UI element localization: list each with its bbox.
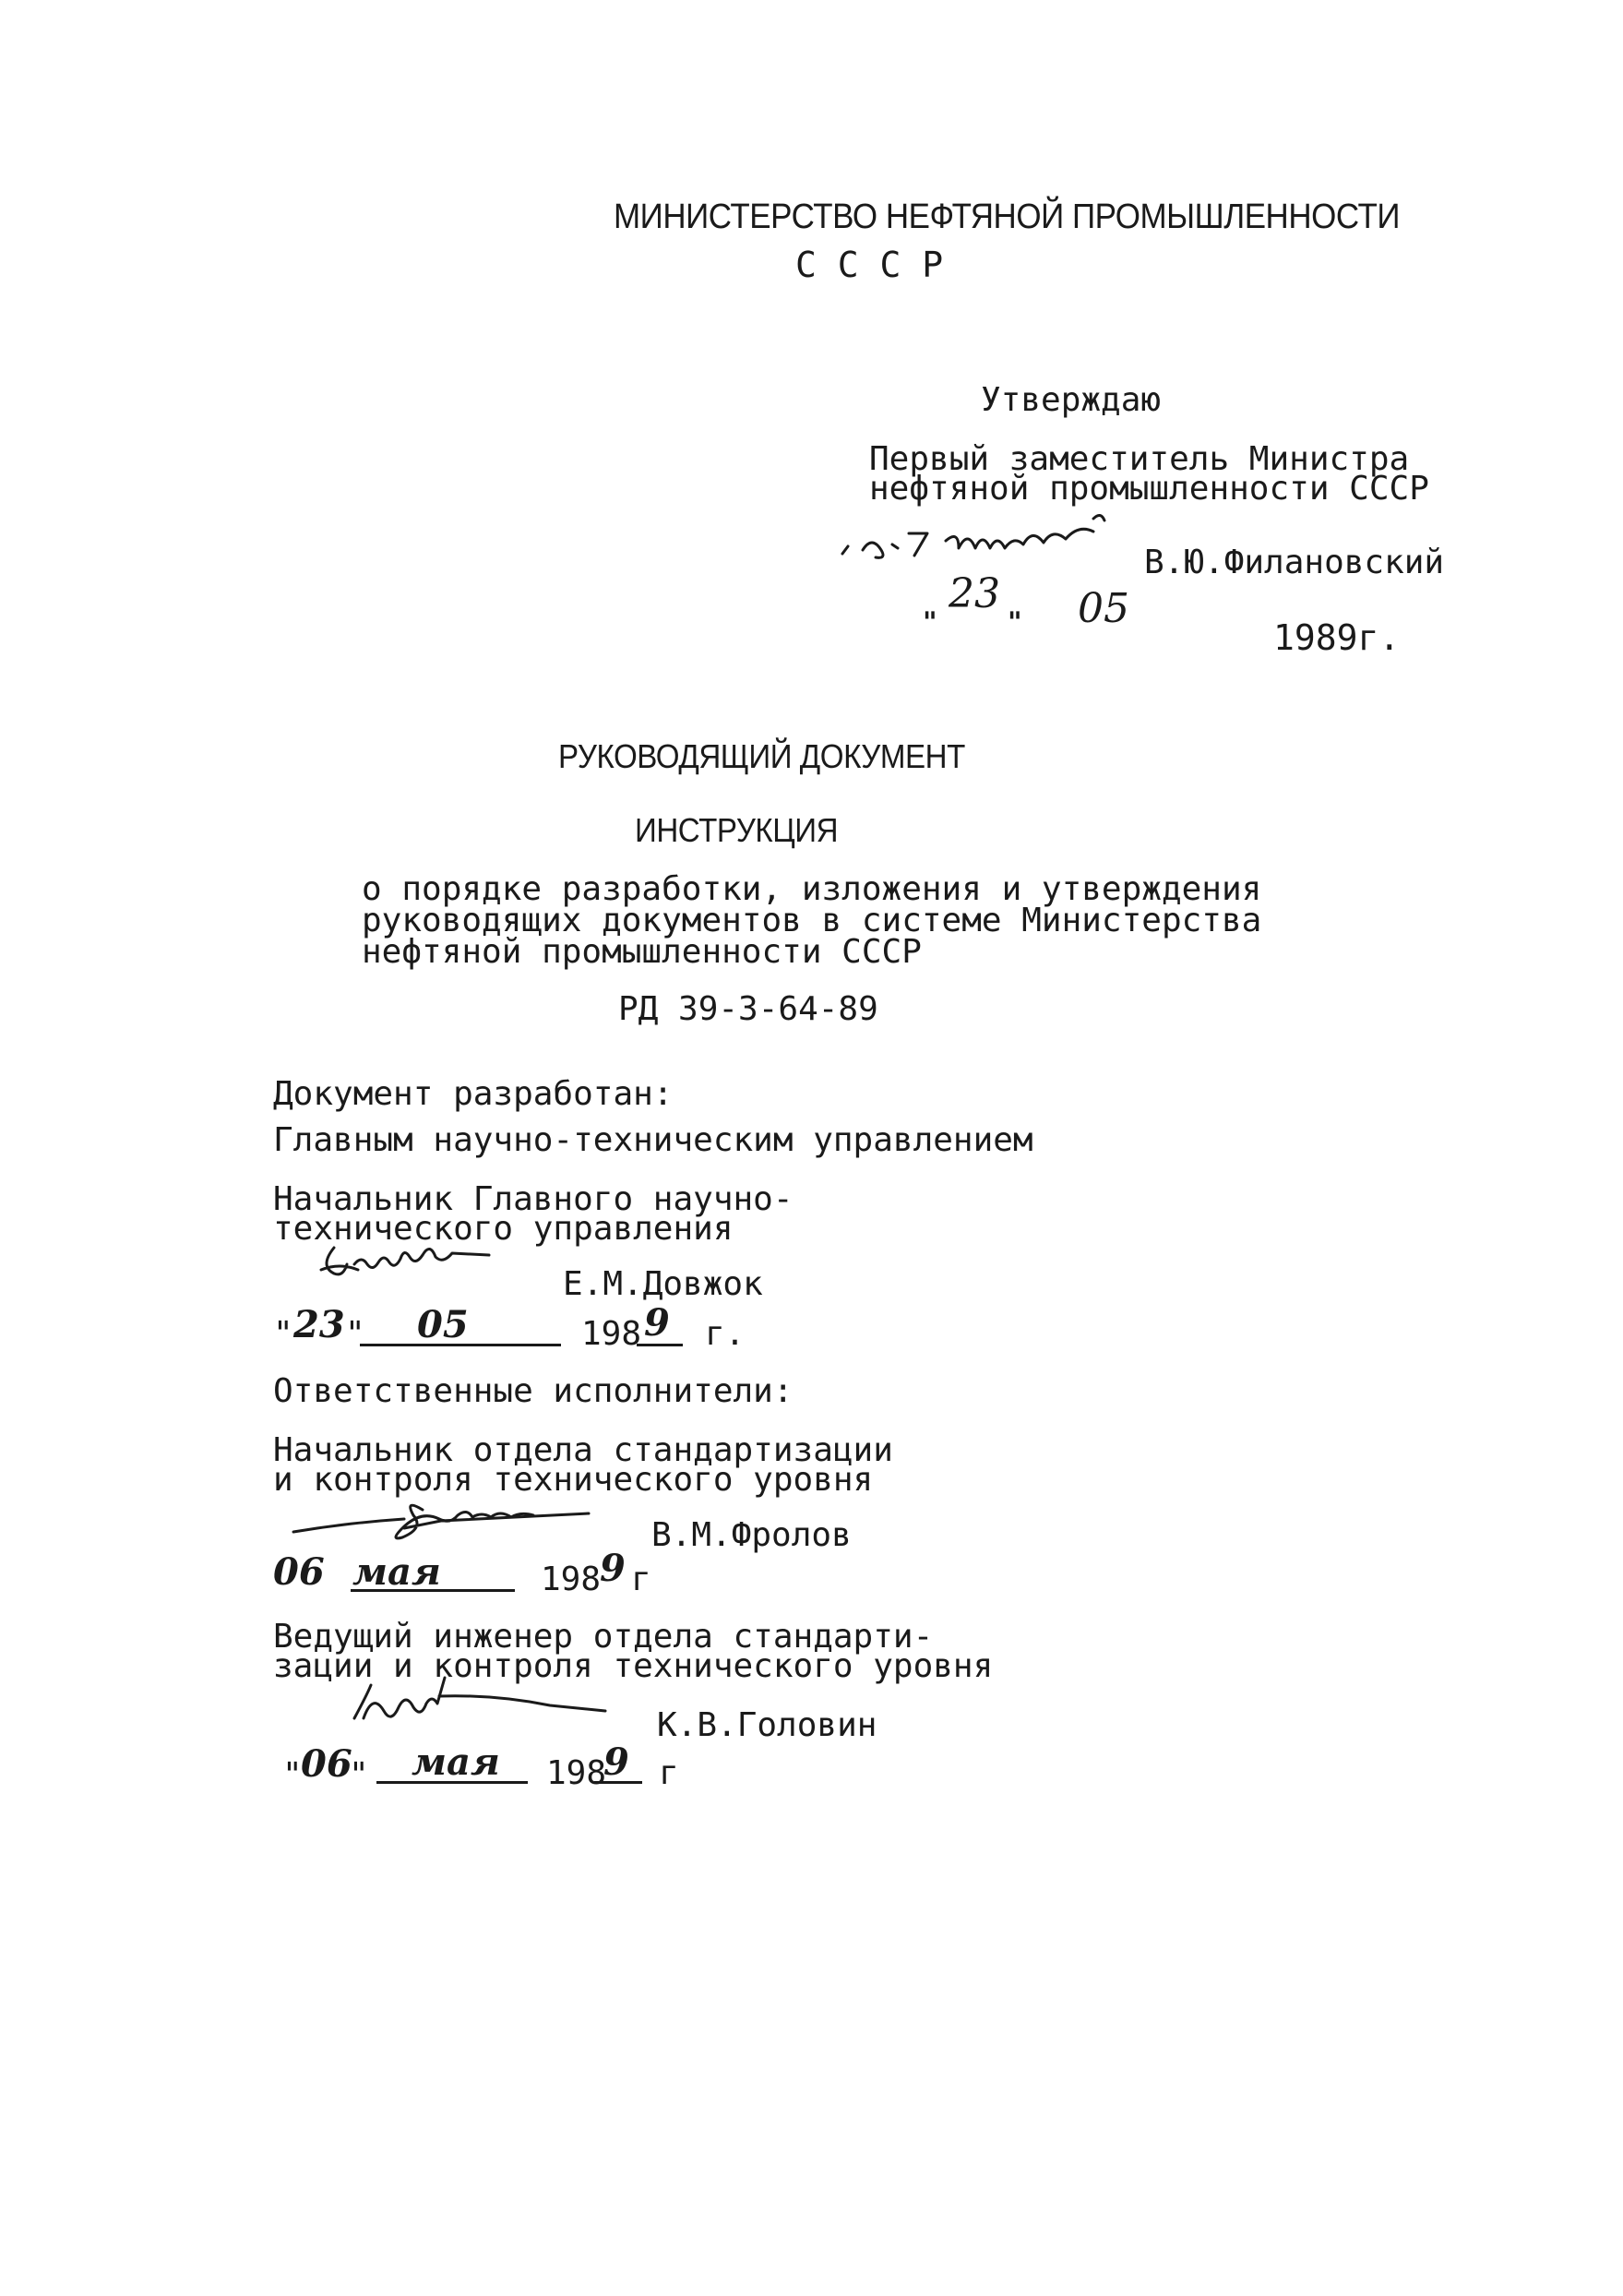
developed-by: Главным научно-техническим управлением (273, 1121, 1033, 1159)
executor2-position-line2: зации и контроля технического уровня (273, 1647, 994, 1685)
approval-date-day: 23 (949, 570, 1000, 617)
executor2-date-open: " (282, 1756, 303, 1794)
approval-position-line2: нефтяной промышленности СССР (869, 470, 1429, 508)
doc-name: ИНСТРУКЦИЯ (635, 811, 839, 849)
executor2-year-prefix: 198 (546, 1754, 607, 1792)
chief-position-line2: технического управления (273, 1210, 734, 1248)
executor2-date-close: " (349, 1756, 369, 1794)
approval-signer: В.Ю.Филановский (1144, 544, 1445, 581)
executor2-year-underline (594, 1781, 642, 1784)
doc-subject-line3: нефтяной промышленности СССР (362, 933, 922, 971)
executor1-year-prefix: 198 (541, 1561, 602, 1598)
chief-date-month: 05 (417, 1303, 469, 1346)
executor2-signature (347, 1678, 624, 1733)
doc-subject-line2: руководящих документов в системе Министерства (362, 902, 1262, 939)
approval-date-quote-open: " (923, 606, 937, 639)
approval-date-month: 05 (1078, 585, 1129, 632)
executor1-position-line2: и контроля технического уровня (273, 1461, 874, 1499)
ministry-title: МИНИСТЕРСТВО НЕФТЯНОЙ ПРОМЫШЛЕННОСТИ (614, 197, 1401, 236)
approval-position-line1: Первый заместитель Министра (869, 440, 1410, 478)
approval-date-quote-close: " (1008, 606, 1022, 639)
executor1-year-suffix: г (631, 1561, 651, 1598)
executor1-date-day: 06 (273, 1550, 325, 1594)
doc-code: РД 39-3-64-89 (618, 990, 878, 1028)
executor1-signature (293, 1491, 699, 1547)
approval-heading: Утверждаю (981, 381, 1162, 419)
chief-date-open: " (273, 1315, 293, 1353)
executor1-year-digit: 9 (600, 1547, 626, 1590)
chief-year-digit: 9 (644, 1301, 670, 1345)
executor1-name: В.М.Фролов (651, 1516, 852, 1554)
executor2-name: К.В.Головин (657, 1706, 877, 1744)
chief-position-line1: Начальник Главного научно- (273, 1180, 794, 1218)
doc-subject-line1: о порядке разработки, изложения и утверждения (362, 870, 1262, 908)
executor2-position-line1: Ведущий инженер отдела стандарти- (273, 1618, 934, 1656)
executor1-month-underline (351, 1589, 515, 1592)
chief-signature (314, 1237, 581, 1292)
doc-type: РУКОВОДЯЩИЙ ДОКУМЕНТ (558, 737, 965, 775)
executor2-year-suffix: г (659, 1754, 679, 1792)
executor2-year-digit: 9 (603, 1740, 629, 1784)
chief-date-day: 23 (293, 1303, 345, 1346)
executor2-date-day: 06 (301, 1742, 352, 1786)
chief-year-underline (637, 1344, 683, 1346)
approval-year: 1989г. (1273, 617, 1401, 658)
responsible-label: Ответственные исполнители: (273, 1372, 794, 1410)
chief-date-close: " (345, 1315, 365, 1353)
chief-month-underline (360, 1344, 561, 1346)
country-title: С С С Р (795, 245, 944, 285)
executor1-date-month: мая (352, 1550, 441, 1594)
executor1-position-line1: Начальник отдела стандартизации (273, 1431, 893, 1469)
executor2-month-underline (376, 1781, 528, 1784)
chief-name: Е.М.Довжок (563, 1265, 763, 1303)
chief-year-suffix: г. (705, 1315, 746, 1353)
chief-year-prefix: 198 (581, 1315, 642, 1353)
executor2-date-month: мая (412, 1740, 500, 1784)
developed-label: Документ разработан: (273, 1075, 674, 1113)
approval-signature (835, 506, 1149, 570)
